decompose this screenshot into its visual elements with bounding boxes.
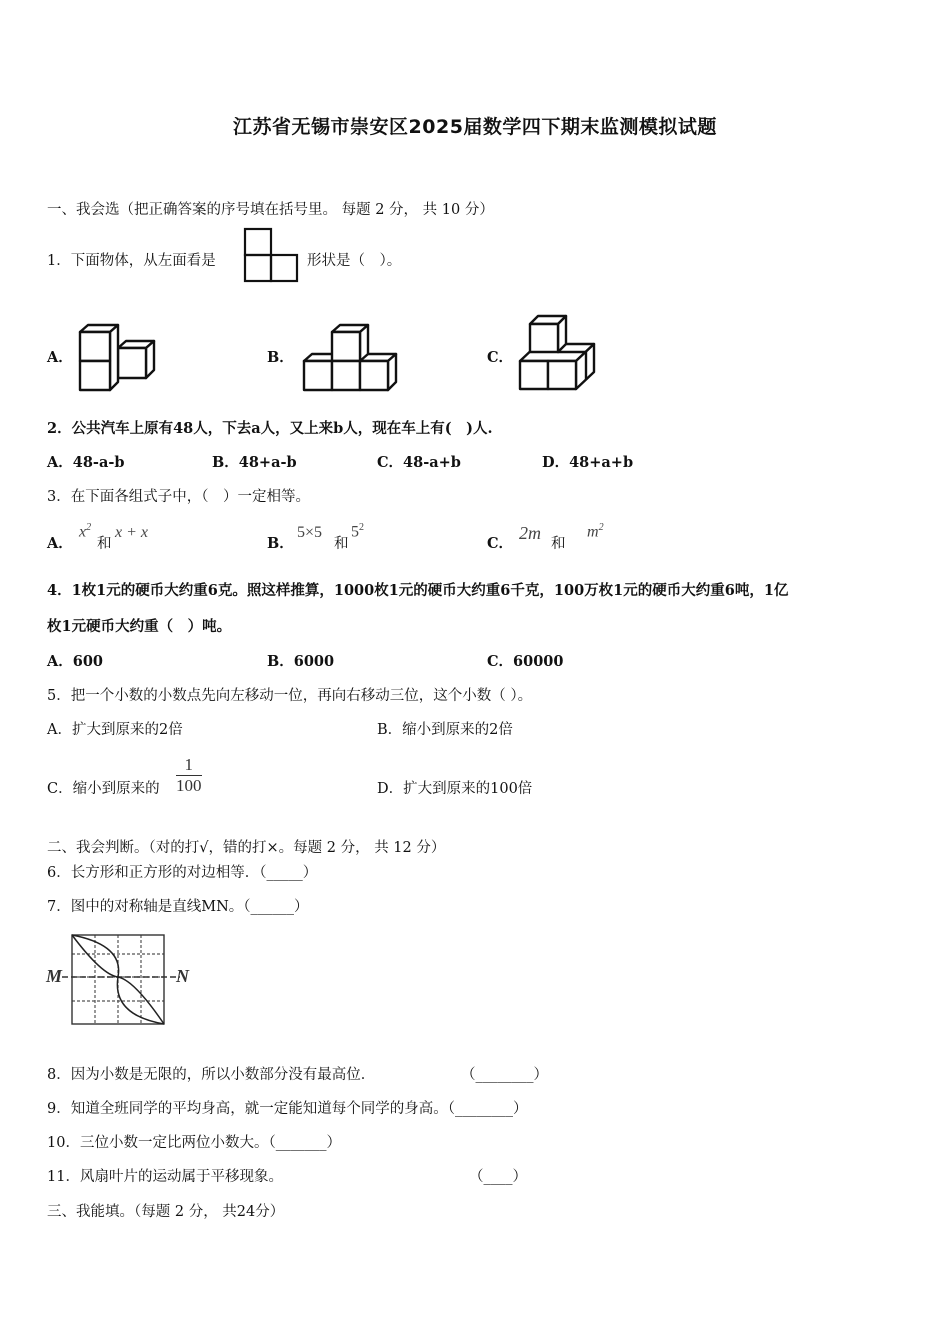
q4-option-c: C．60000 [487,653,564,670]
q9-text: 9．知道全班同学的平均身高，就一定能知道每个同学的身高。（________） [47,1101,528,1117]
section-1-heading: 一、我会选（把正确答案的序号填在括号里。 每题 2 分， 共 10 分） [47,202,494,218]
fraction-numerator: 1 [176,755,202,776]
q3-option-a-and: 和 [97,536,112,552]
q3-option-b-left: 5×5 [297,524,323,541]
q7-label-m: M [46,966,63,986]
q5-option-c: C．缩小到原来的 [47,781,160,797]
q3-text: 3．在下面各组式子中，（ ）一定相等。 [47,489,310,505]
q4-option-b: B．6000 [267,653,335,670]
q2-text: 2．公共汽车上原有48人，下去a人，又上来b人，现在车上有( )人. [47,420,493,437]
page-title: 江苏省无锡市崇安区2025届数学四下期末监测模拟试题 [233,116,717,138]
q1-text-before: 1．下面物体，从左面看是 [47,253,216,269]
section-2-heading: 二、我会判断。（对的打√，错的打×。每题 2 分， 共 12 分） [47,840,446,856]
q2-option-a: A．48-a-b [47,454,125,471]
q1-option-c-label: C． [487,349,514,366]
q1-option-c-figure [518,314,598,392]
q3-option-a-label: A． [47,535,73,552]
q3-option-b-label: B． [267,535,294,552]
q2-option-c: C．48-a+b [377,454,461,471]
q5-option-c-fraction [176,755,202,796]
q4-line-1: 4．1枚1元的硬币大约重6克。照这样推算，1000枚1元的硬币大约重6千克，100万枚1元的硬币大约重6吨，1亿 [47,582,789,599]
q5-option-d: D．扩大到原来的100倍 [377,781,533,797]
section-3-heading: 三、我能填。（每题 2 分， 共24分） [47,1204,285,1220]
q1-option-a-figure [78,324,156,392]
q2-option-b: B．48+a-b [212,454,297,471]
q4-line-2: 枚1元硬币大约重（ ）吨。 [47,618,232,635]
q1-option-b-figure [302,324,400,392]
q7-label-n: N [176,966,189,986]
q7-symmetry-figure [62,930,180,1030]
q1-option-a-label: A． [47,349,73,366]
q6-text: 6．长方形和正方形的对边相等．（_____） [47,865,318,881]
q10-text: 10．三位小数一定比两位小数大。（_______） [47,1135,341,1151]
q3-option-a-right: x + x [115,524,148,541]
q5-option-b: B．缩小到原来的2倍 [377,722,513,738]
q3-option-a-left: $x^2$ [79,522,92,541]
q3-option-b-right: $5^2$ [351,522,364,541]
q4-option-a: A．600 [47,653,104,670]
q8-text: 8．因为小数是无限的，所以小数部分没有最高位． [47,1067,376,1083]
q7-text: 7．图中的对称轴是直线MN。（______） [47,899,309,915]
q11-text: 11．风扇叶片的运动属于平移现象。 [47,1169,283,1185]
q1-text-after: 形状是（ ）。 [307,253,402,269]
q5-text: 5．把一个小数的小数点先向左移动一位，再向右移动三位，这个小数（ ）。 [47,688,533,704]
q5-option-a: A．扩大到原来的2倍 [47,722,183,738]
q3-option-c-right: $m^2$ [587,522,604,541]
q1-option-b-label: B． [267,349,294,366]
q3-option-c-label: C． [487,535,514,552]
q2-option-d: D．48+a+b [542,454,634,471]
q3-option-c-and: 和 [551,536,566,552]
q1-left-view-figure [243,228,299,282]
q11-blank: （____） [469,1169,527,1185]
q3-option-b-and: 和 [334,536,349,552]
fraction-denominator: 100 [176,776,202,795]
q8-blank: （________） [461,1067,548,1083]
q3-option-c-left: 2m [519,523,541,543]
